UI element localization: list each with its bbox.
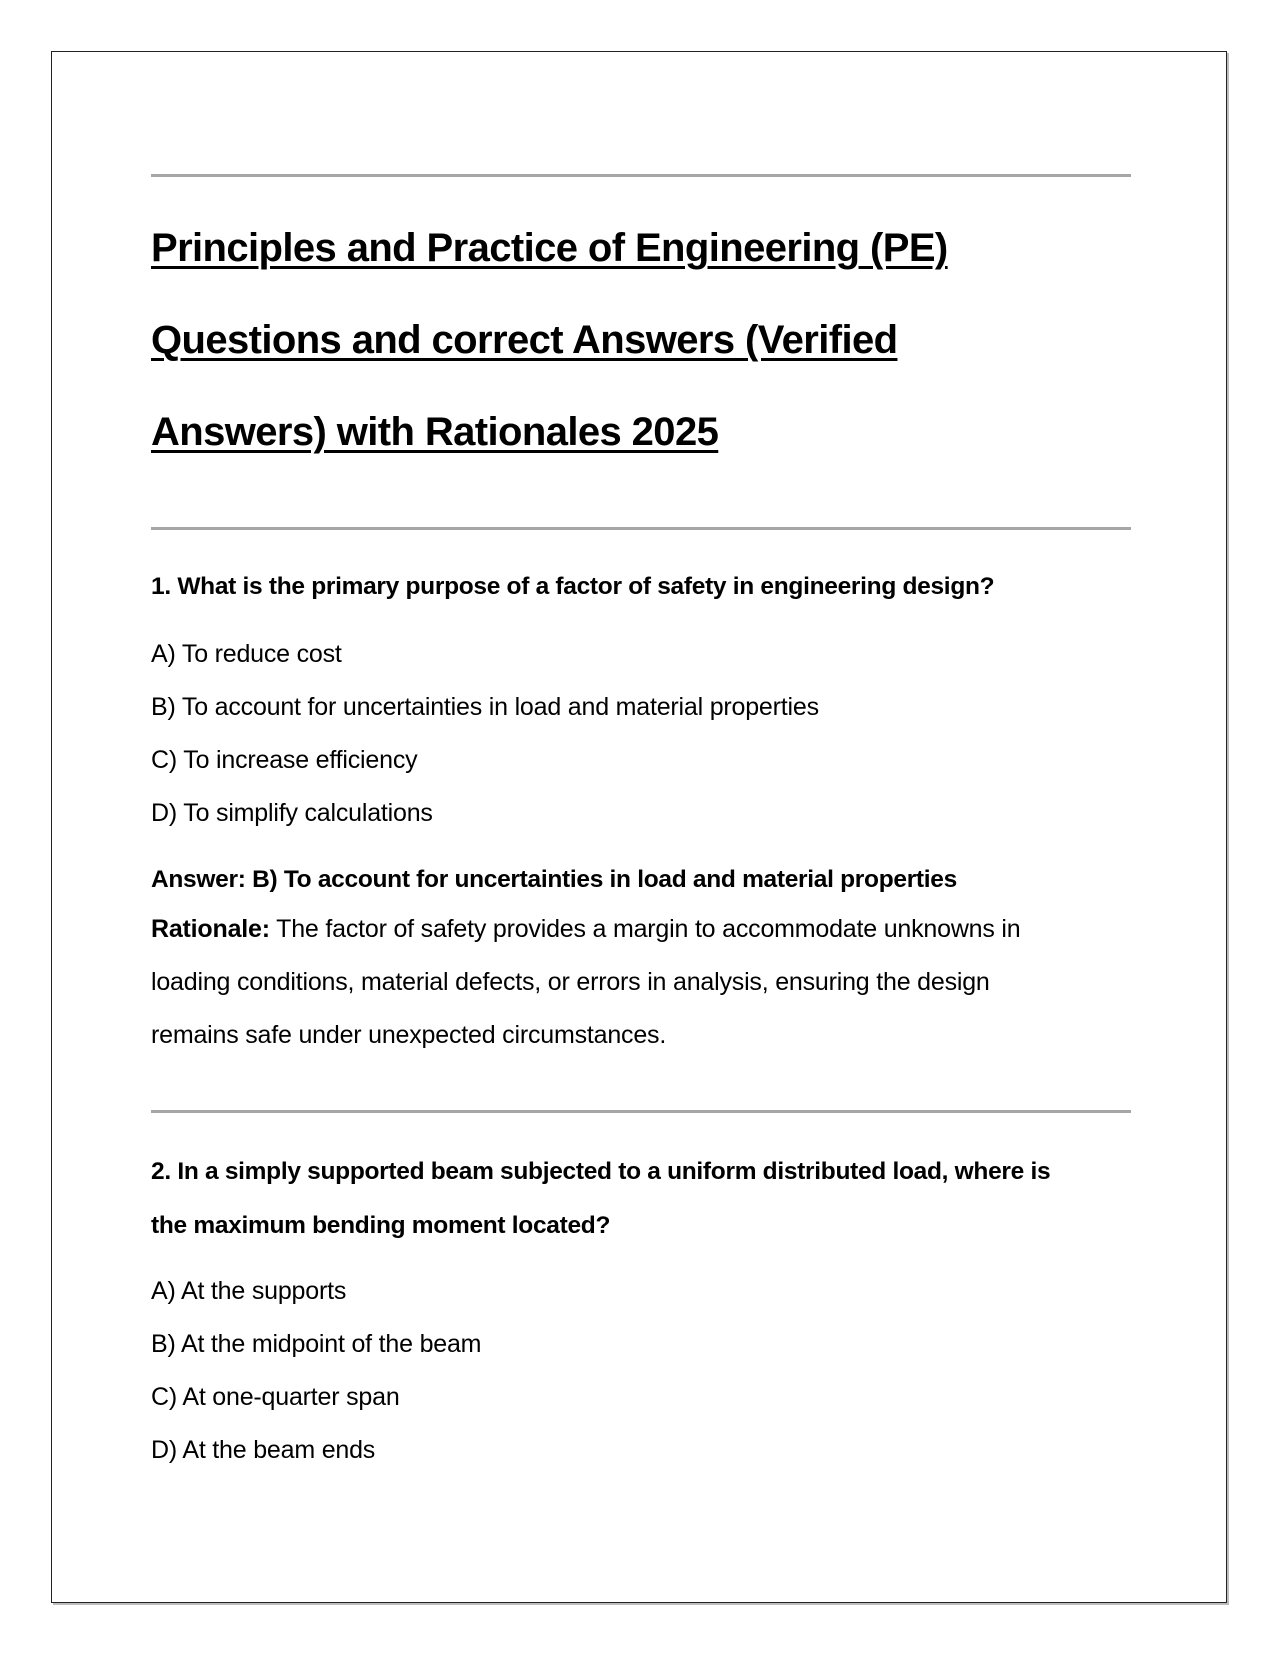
rationale-line-2: loading conditions, material defects, or errors in analysis, ensuring the design <box>151 968 990 996</box>
rationale-line-3: remains safe under unexpected circumstances. <box>151 1021 667 1049</box>
rationale-text-1: The factor of safety provides a margin to accommodate unknowns in <box>269 915 1021 943</box>
divider-after-title <box>151 527 1131 530</box>
question-2-line-2: the maximum bending moment located? <box>151 1212 611 1239</box>
question-2-option-b: B) At the midpoint of the beam <box>151 1330 482 1358</box>
divider-top <box>151 174 1131 177</box>
question-2-line-1: 2. In a simply supported beam subjected to a uniform distributed load, where is <box>151 1158 1051 1185</box>
question-1-text <box>151 560 1141 614</box>
question-1-option-a: A) To reduce cost <box>151 640 342 668</box>
question-2-text <box>151 1145 1141 1253</box>
question-1-option-b: B) To account for uncertainties in load and material properties <box>151 693 819 721</box>
question-1-option-d: D) To simplify calculations <box>151 799 433 827</box>
question-2-option-a: A) At the supports <box>151 1277 347 1305</box>
title-line-2: Questions and correct Answers (Verified <box>151 318 898 362</box>
question-2-option-d: D) At the beam ends <box>151 1436 376 1464</box>
title-line-1: Principles and Practice of Engineering (PE) <box>151 226 948 270</box>
question-1-line-1: 1. What is the primary purpose of a factor of safety in engineering design? <box>151 573 995 600</box>
rationale-line-1 <box>151 903 1141 956</box>
rationale-label: Rationale: <box>151 915 270 943</box>
divider-after-question-1 <box>151 1110 1131 1113</box>
question-1-option-c: C) To increase efficiency <box>151 746 418 774</box>
question-1-rationale <box>151 903 1141 1062</box>
title-line-3: Answers) with Rationales 2025 <box>151 410 719 454</box>
question-1-answer: Answer: B) To account for uncertainties in load and material properties <box>151 866 957 893</box>
document-title <box>151 202 1141 478</box>
question-2-option-c: C) At one-quarter span <box>151 1383 400 1411</box>
